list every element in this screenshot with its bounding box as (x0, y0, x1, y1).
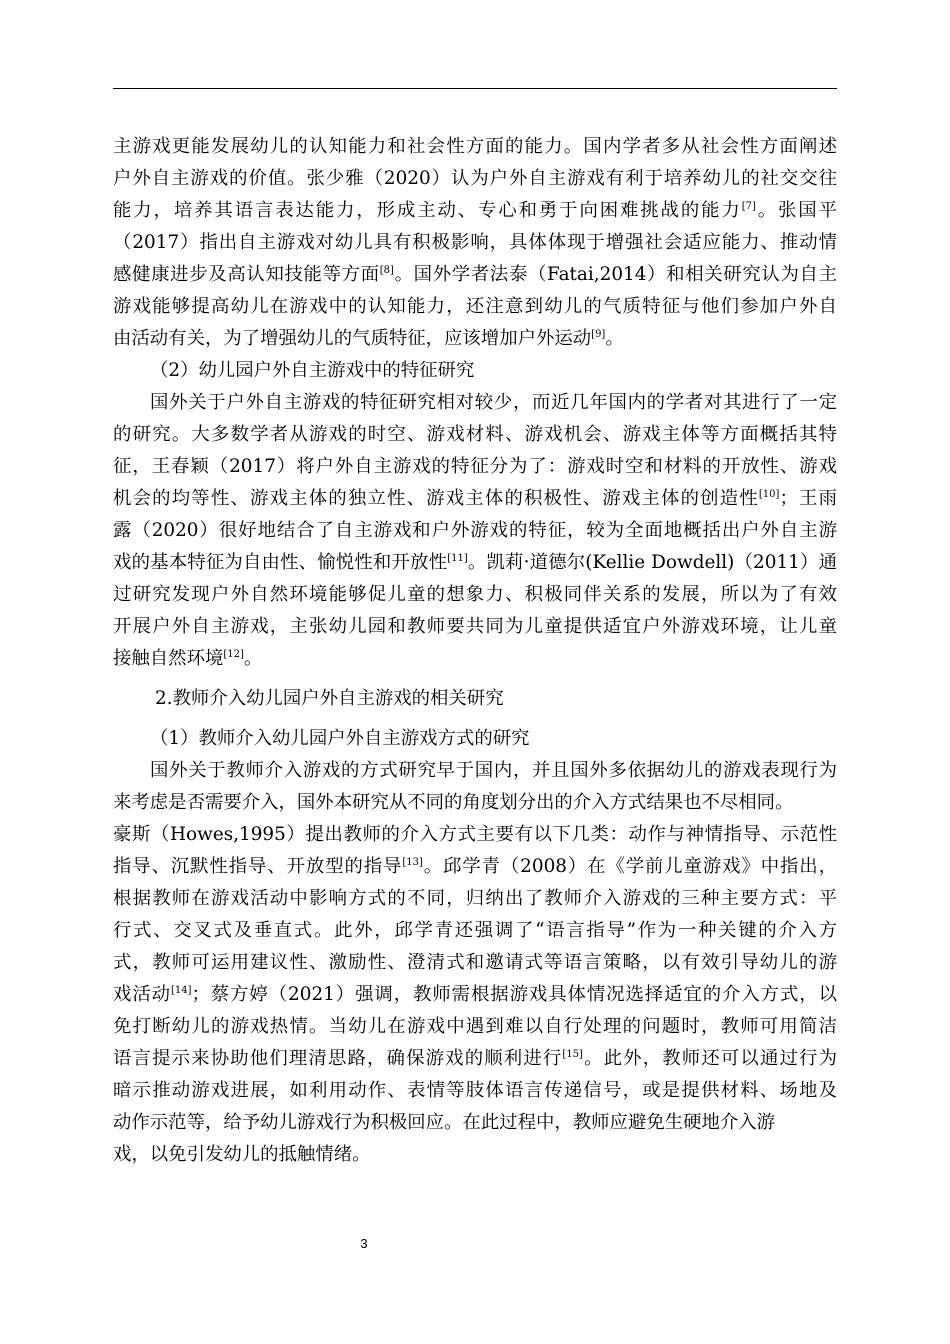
text-line: 征，王春颖（2017）将户外自主游戏的特征分为了：游戏时空和材料的开放性、游戏 (113, 456, 837, 477)
text-line: 戏，以免引发幼儿的抵触情绪。 (113, 1144, 371, 1165)
text-line: 根据教师在游戏活动中影响方式的不同，归纳出了教师介入游戏的三种主要方式：平 (113, 888, 837, 909)
text-line: 能力，培养其语言表达能力，形成主动、专心和勇于向困难挑战的能力[7]。张国平 (113, 200, 837, 221)
text-line: 由活动有关，为了增强幼儿的气质特征，应该增加户外运动[9]。 (113, 328, 624, 349)
body-text (113, 131, 837, 1171)
text-line: 国外关于户外自主游戏的特征研究相对较少，而近几年国内的学者对其进行了一定 (150, 392, 837, 413)
text-line: 免打断幼儿的游戏热情。当幼儿在游戏中遇到难以自行处理的问题时，教师可用简洁 (113, 1016, 837, 1037)
text-line: 指导、沉默性指导、开放型的指导[13]。邱学青（2008）在《学前儿童游戏》中指出， (113, 856, 837, 877)
citation-ref: [11] (447, 552, 468, 564)
text-line: 接触自然环境[12]。 (113, 648, 263, 669)
section-heading: 2.教师介入幼儿园户外自主游戏的相关研究 (155, 688, 504, 709)
text-line: 开展户外自主游戏，主张幼儿园和教师要共同为儿童提供适宜户外游戏环境，让儿童 (113, 616, 837, 637)
text-line: 豪斯（Howes,1995）提出教师的介入方式主要有以下几类：动作与神情指导、示范性 (113, 824, 837, 845)
subsection-heading: （2）幼儿园户外自主游戏中的特征研究 (150, 360, 475, 381)
citation-ref: [13] (402, 856, 423, 868)
header-rule (113, 88, 837, 89)
subsection-heading: （1）教师介入幼儿园户外自主游戏方式的研究 (150, 728, 530, 749)
text-line: 暗示推动游戏进展，如利用动作、表情等肢体语言传递信号，或是提供材料、场地及 (113, 1080, 837, 1101)
paragraph-intervention (113, 755, 837, 1171)
text-line: 国外关于教师介入游戏的方式研究早于国内，并且国外多依据幼儿的游戏表现行为 (150, 760, 837, 781)
citation-ref: [7] (741, 200, 756, 212)
text-line: 过研究发现户外自然环境能够促儿童的想象力、积极同伴关系的发展，所以为了有效 (113, 584, 837, 605)
citation-ref: [9] (591, 328, 606, 340)
text-line: 机会的均等性、游戏主体的独立性、游戏主体的积极性、游戏主体的创造性[10]；王雨 (113, 488, 837, 509)
text-line: 的研究。大多数学者从游戏的时空、游戏材料、游戏机会、游戏主体等方面概括其特 (113, 424, 837, 445)
citation-ref: [12] (223, 648, 244, 660)
text-line: 主游戏更能发展幼儿的认知能力和社会性方面的能力。国内学者多从社会性方面阐述 (113, 136, 837, 157)
text-line: 语言提示来协助他们理清思路，确保游戏的顺利进行[15]。此外，教师还可以通过行为 (113, 1048, 837, 1069)
citation-ref: [8] (379, 264, 394, 276)
text-line: （2017）指出自主游戏对幼儿具有积极影响，具体体现于增强社会适应能力、推动情 (113, 232, 837, 253)
text-line: 戏的基本特征为自由性、愉悦性和开放性[11]。凯莉·道德尔(Kellie Dowdell)（2011）通 (113, 552, 837, 573)
paragraph-features (113, 387, 837, 675)
text-line: 行式、交叉式及垂直式。此外，邱学青还强调了“语言指导”作为一种关键的介入方 (113, 920, 837, 941)
text-line: 动作示范等，给予幼儿游戏行为积极回应。在此过程中，教师应避免生硬地介入游 (113, 1112, 776, 1133)
page-number: 3 (360, 1236, 368, 1251)
text-line: 式，教师可运用建议性、激励性、澄清式和邀请式等语言策略，以有效引导幼儿的游 (113, 952, 837, 973)
text-line: 户外自主游戏的价值。张少雅（2020）认为户外自主游戏有利于培养幼儿的社交交往 (113, 168, 837, 189)
text-line: 露（2020）很好地结合了自主游戏和户外游戏的特征，较为全面地概括出户外自主游 (113, 520, 837, 541)
text-line: 来考虑是否需要介入，国外本研究从不同的角度划分出的介入方式结果也不尽相同。 (113, 792, 794, 813)
text-line: 戏活动[14]；蔡方婷（2021）强调，教师需根据游戏具体情况选择适宜的介入方式，以 (113, 984, 837, 1005)
text-line: 感健康进步及高认知技能等方面[8]。国外学者法泰（Fatai,2014）和相关研究认为自主 (113, 264, 837, 285)
text-line: 游戏能够提高幼儿在游戏中的认知能力，还注意到幼儿的气质特征与他们参加户外自 (113, 296, 837, 317)
paragraph-continued (113, 131, 837, 355)
citation-ref: [14] (170, 984, 192, 996)
citation-ref: [10] (758, 488, 780, 500)
citation-ref: [15] (562, 1048, 583, 1060)
